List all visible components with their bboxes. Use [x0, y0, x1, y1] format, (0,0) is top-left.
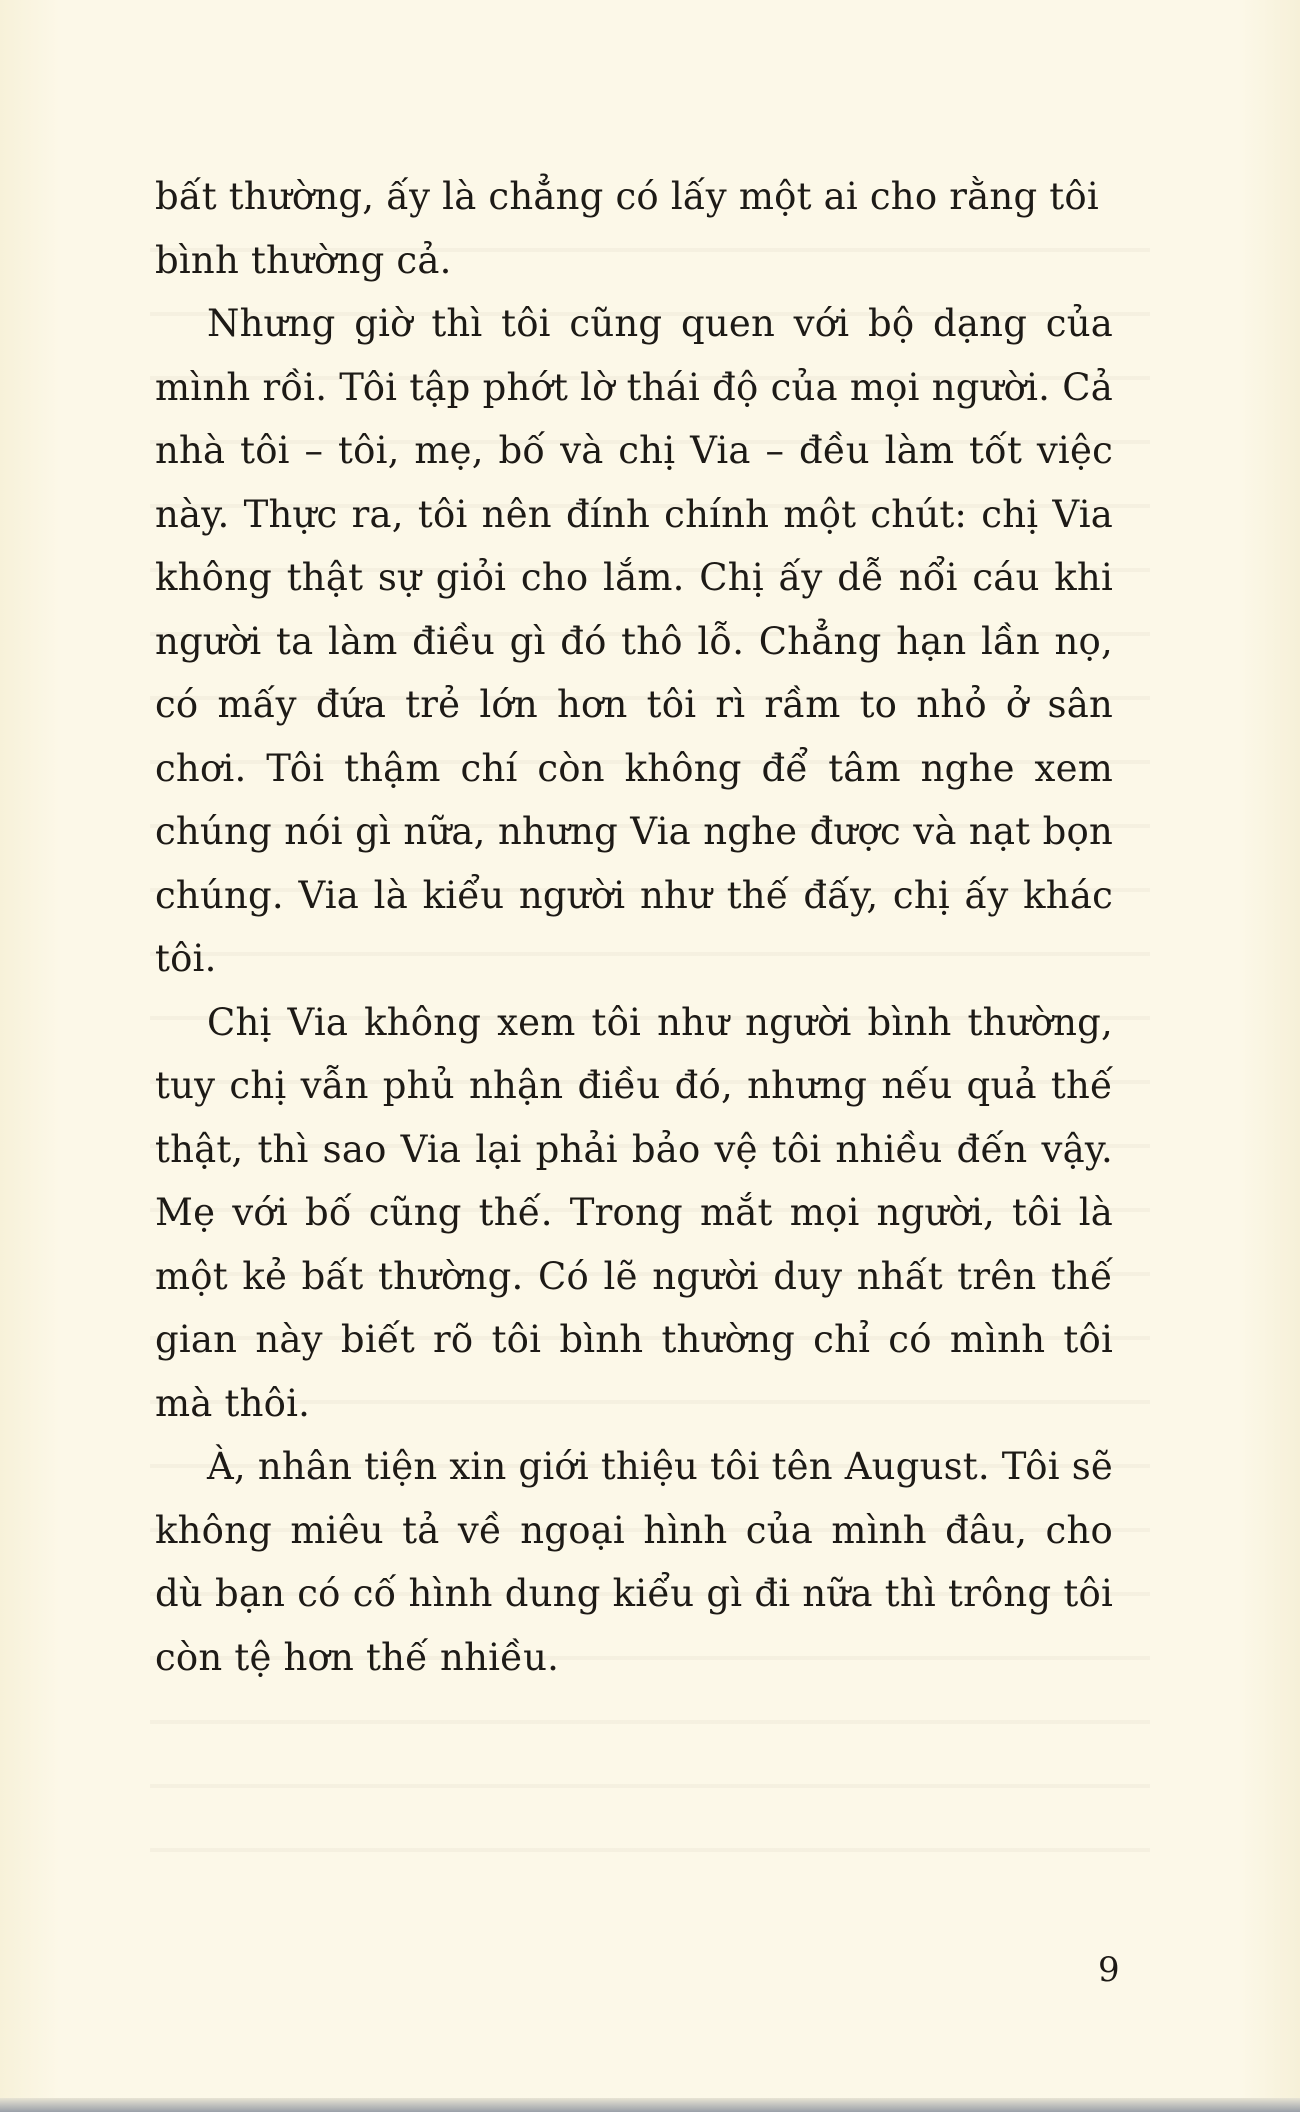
paragraph-3: Chị Via không xem tôi như người bình thường, tuy chị vẫn phủ nhận điều đó, nhưng nếu quả thế thật, thì sao Via lại phải bảo vệ tôi nhiều đến vậy. Mẹ với bố cũng thế. Trong mắt mọi người, tôi là một kẻ bất thường. Có lẽ người duy nhất trên thế gian này biết rõ tôi bình thường chỉ có mình tôi mà thôi.	[155, 1000, 1113, 1425]
body-text	[155, 165, 1113, 1689]
paragraph-4: À, nhân tiện xin giới thiệu tôi tên August. Tôi sẽ không miêu tả về ngoại hình của mình đâu, cho dù bạn có cố hình dung kiểu gì đi nữa thì trông tôi còn tệ hơn thế nhiều.	[155, 1445, 1113, 1679]
paragraph-2: Nhưng giờ thì tôi cũng quen với bộ dạng của mình rồi. Tôi tập phớt lờ thái độ của mọi người. Cả nhà tôi – tôi, mẹ, bố và chị Via – đều làm tốt việc này. Thực ra, tôi nên đính chính một chút: chị Via không thật sự giỏi cho lắm. Chị ấy dễ nổi cáu khi người ta làm điều gì đó thô lỗ. Chẳng hạn lần nọ, có mấy đứa trẻ lớn hơn tôi rì rầm to nhỏ ở sân chơi. Tôi thậm chí còn không để tâm nghe xem chúng nói gì nữa, nhưng Via nghe được và nạt bọn chúng. Via là kiểu người như thế đấy, chị ấy khác tôi.	[155, 302, 1113, 980]
page-number: 9	[1098, 1950, 1120, 1990]
page-edge-shadow	[0, 2098, 1300, 2112]
paragraph-1: bất thường, ấy là chẳng có lấy một ai cho rằng tôi bình thường cả.	[155, 175, 1099, 282]
